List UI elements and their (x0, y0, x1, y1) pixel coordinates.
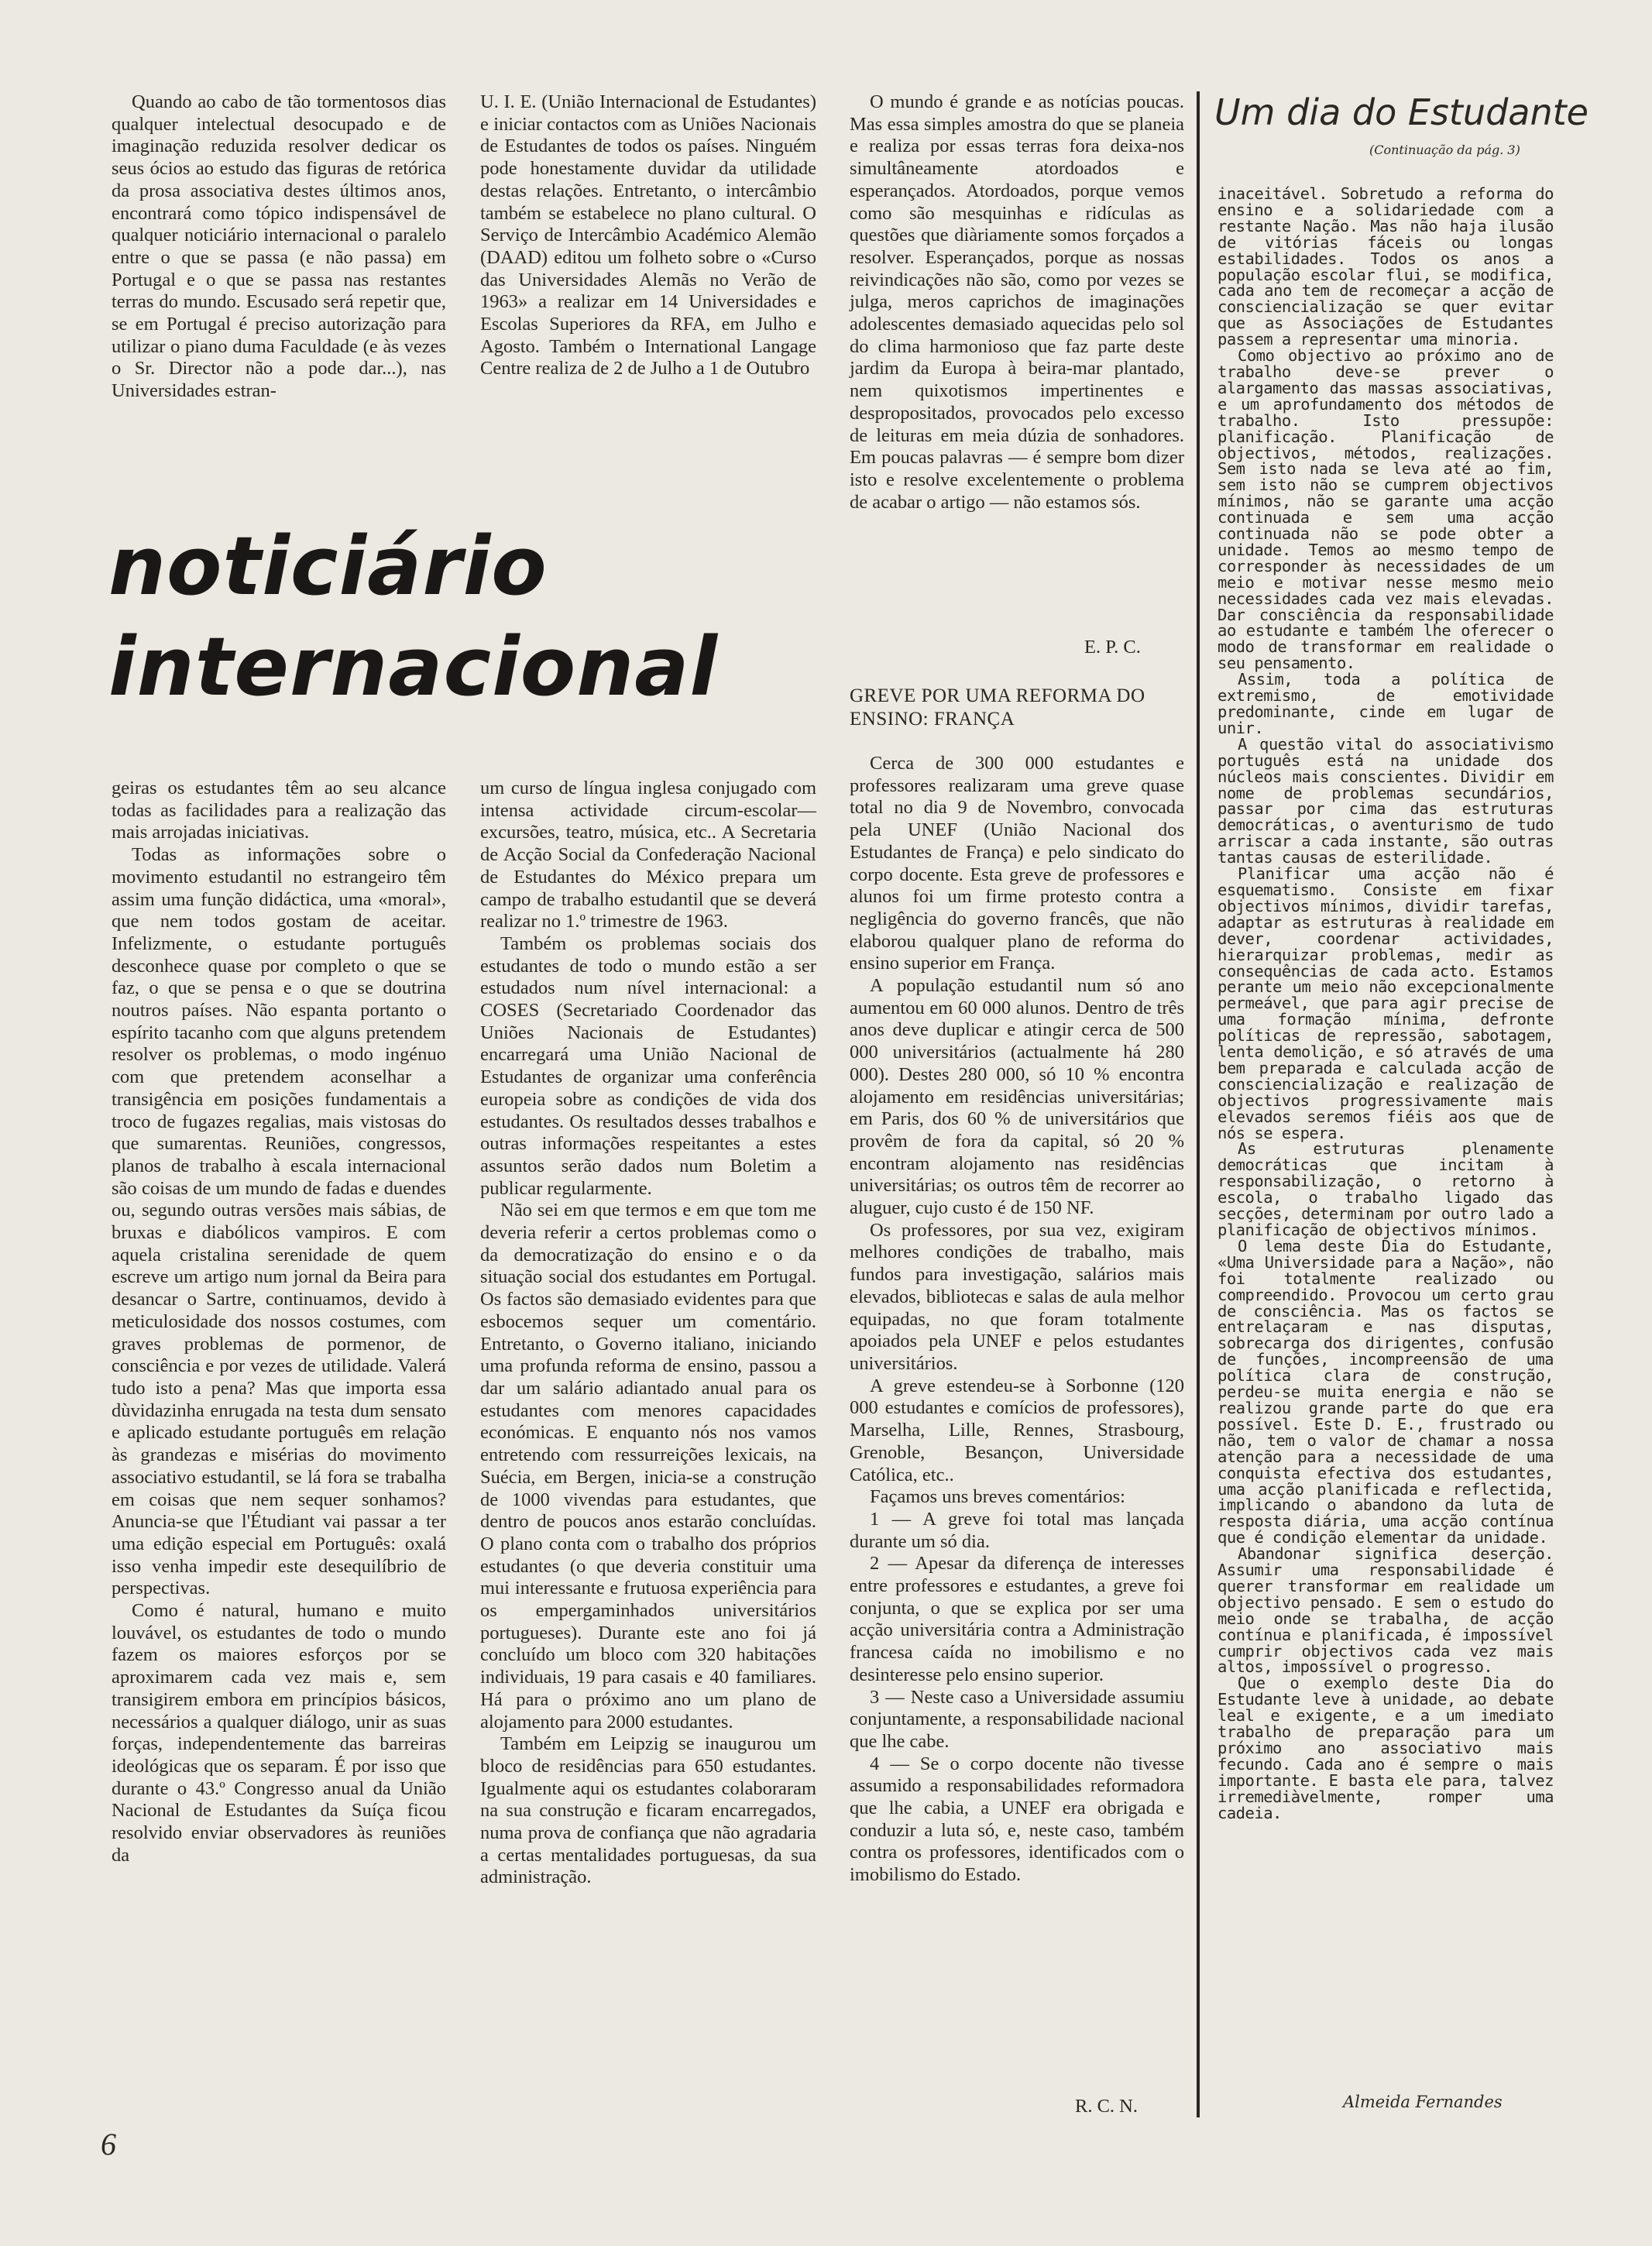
paragraph: A questão vital do associativismo português está na unidade dos núcleos mais conscientes. Dividir em nome de problemas secundários, passar por cima das estruturas democráticas, o aventurismo de tudo arriscar a cada instante, são outras tantas causas de esterilidade. (1218, 734, 1554, 867)
paragraph: Assim, toda a política de extremismo, de emotividade predominante, cinde em lugar de unir. (1218, 670, 1554, 737)
continuation-note: (Continuação da pág. 3) (1369, 143, 1520, 157)
column4-title: Um dia do Estudante (1214, 91, 1588, 133)
paragraph: Planificar uma acção não é esquematismo. Consiste em fixar objectivos mínimos, dividir tarefas, adaptar as estruturas à realidade em dever, coordenar actividades, hierarquizar problemas, medir as consequências de cada acto. Estamos perante um meio não excepcionalmente permeável, que para agir precise de uma formação mínima, defronte políticas de repressão, sabotagem, lenta demolição, e só através de uma bem preparada e calculada acção de consciencialização e realização de objectivos progressivamente mais elevados seremos fiéis aos que de nós se espera. (1218, 864, 1554, 1142)
signature-epc: E. P. C. (1084, 637, 1141, 658)
paragraph: Todas as informações sobre o movimento estudantil no estrangeiro têm assim uma função didáctica, uma «moral», que nem todos gostam de aceitar. Infelizmente, o estudante português desconhece quase por completo o que se faz, o que se pensa e o que se doutrina noutros países. Não espanta portanto o espírito tacanho com que alguns pretendem resolver os problemas, o modo ingénuo com que pretendem aconselhar a transigência em posições fundamentais a troco de fugazes regalias, mais vistosas do que sumarentas. Reuniões, congressos, planos de trabalho à escala internacional são coisas de um mundo de fadas e duendes ou, segundo outras versões mais sábias, de bruxas e diabólicos vampiros. E com aquela cristalina serenidade de quem escreve um artigo num jornal da Beira para desancar o Sartre, continuamos, devido à meticulosidade dos nossos costumes, com graves problemas de pormenor, de consciência e por vezes de utilidade. Valerá tudo isto a pena? Mas que importa essa dùvidazinha enrugada na testa dum sensato e aplicado estudante português em relação às grandezas e misérias do movimento associativo estudantil, se lá fora se trabalha em coisas que nem sequer sonhamos? Anuncia-se que l'Étudiant vai passar a ter uma edição especial em Português: oxalá isso venha impedir este desequilíbrio de perspectivas. (112, 844, 446, 1599)
paragraph: inaceitável. Sobretudo a reforma do ensino e a solidariedade com a restante Nação. Mas não haja ilusão de vitórias fáceis ou longas estabilidades. Todos os anos a população escolar flui, se modifica, cada ano tem de recomeçar a acção de consciencialização se quer evitar que as Associações de Estudantes passem a representar uma minoria. (1218, 184, 1554, 349)
paragraph: geiras os estudantes têm ao seu alcance todas as facilidades para a realização das mais arrojadas iniciativas. (112, 778, 446, 843)
col3-greve (850, 753, 1184, 1887)
paragraph: A população estudantil num só ano aumentou em 60 000 alunos. Dentro de três anos deve duplicar e atingir cerca de 500 000 universitários (actualmente há 280 000). Destes 280 000, só 10 % encontra alojamento em residências universitárias; em Paris, dos 60 % de universitários que provêm de fora da capital, só 20 % encontram alojamento nas residências universitárias; os outros têm de recorrer ao aluguer, cujo custo é de 150 NF. (850, 975, 1184, 1219)
page-number: 6 (101, 2127, 116, 2162)
paragraph: A greve estendeu-se à Sorbonne (120 000 estudantes e comícios de professores), Marselha, Lille, Rennes, Strasbourg, Grenoble, Besançon, Universidade Católica, etc.. (850, 1375, 1184, 1485)
paragraph: Não sei em que termos e em que tom me deveria referir a certos problemas como o da democratização do ensino e o da situação social dos estudantes em Portugal. Os factos são demasiado evidentes para que esbocemos sequer um comentário. Entretanto, o Governo italiano, iniciando uma profunda reforma de ensino, passou a dar um salário adiantado anual para os estudantes com menores capacidades económicas. E enquanto nós nos vamos entretendo com ressurreições lexicais, na Suécia, em Bergen, inicia-se a construção de 1000 vivendas para estudantes, que dentro de poucos anos estarão concluídas. O plano conta com o trabalho dos próprios estudantes (o que deveria constituir uma mui interessante e frutuosa experiência para os empergaminhados universitários portugueses). Durante este ano foi já concluído um bloco com 320 habitações individuais, 19 para casais e 40 familiares. Há para o próximo ano um plano de alojamento para 2000 estudantes. (480, 1200, 816, 1733)
section-title-line2: internacional (108, 620, 719, 714)
paragraph: Como objectivo ao próximo ano de trabalho deve-se prever o alargamento das massas associativas, e um aprofundamento dos métodos de trabalho. Isto pressupõe: planificação. Planificação de objectivos, métodos, realizações. Sem isto nada se leva até ao fim, sem isto não se cumprem objectivos mínimos, não se garante uma acção continuada e sem uma acção continuada não se pode obter a unidade. Temos ao mesmo tempo de corresponder às necessidades de um meio e motivar nesse mesmo meio necessidades cada vez mais elevadas. Dar consciência da responsabilidade ao estudante e também lhe oferecer o modo de transformar em realidade o seu pensamento. (1218, 346, 1554, 673)
paragraph: Os professores, por sua vez, exigiram melhores condições de trabalho, mais fundos para investigação, salários mais elevados, bibliotecas e salas de aula melhor equipadas, no que foram totalmente apoiados pela UNEF e pelos estudantes universitários. (850, 1219, 1184, 1374)
paragraph: 3 — Neste caso a Universidade assumiu conjuntamente, a responsabilidade nacional que lhe cabe. (850, 1686, 1184, 1752)
paragraph: O lema deste Dia do Estudante, «Uma Universidade para a Nação», não foi totalmente realizado ou compreendido. Provocou um certo grau de consciência. Mas os factos se entrelaçaram e nas disputas, sobrecarga dos dirigentes, confusão de funções, incompreensão de uma política clara de construção, perdeu-se muita energia e não se realizou grande parte do que era possível. Este D. E., frustrado ou não, tem o valor de chamar a nossa atenção para a necessidade de uma conquista efectiva dos estudantes, uma acção planificada e reflectida, implicando o abandono da luta de resposta diária, uma acção contínua que é condição elementar da unidade. (1218, 1236, 1554, 1547)
paragraph: Também os problemas sociais dos estudantes de todo o mundo estão a ser estudados num nível internacional: a COSES (Secretariado Coordenador das Uniões Nacionais de Estudantes) encarregará uma União Nacional de Estudantes de organizar uma conferência europeia sobre as condições de vida dos estudantes. Os resultados desses trabalhos e outras informações respeitantes a estes assuntos serão dados num Boletim a publicar regularmente. (480, 932, 816, 1199)
paragraph: 1 — A greve foi total mas lançada durante um só dia. (850, 1508, 1184, 1552)
col4-body (1218, 186, 1554, 1822)
column-divider (1197, 91, 1200, 2117)
signature-rcn: R. C. N. (1075, 2096, 1139, 2117)
paragraph: Também em Leipzig se inaugurou um bloco de residências para 650 estudantes. Igualmente aqui os estudantes colaboraram na sua construção e ficaram encarregados, numa prova de confiança que não agradaria a certas mentalidades portuguesas, da sua administração. (480, 1733, 816, 1888)
paragraph: um curso de língua inglesa conjugado com intensa actividade circum-escolar—excursões, teatro, música, etc.. A Secretaria de Acção Social da Confederação Nacional de Estudantes do México prepara um campo de trabalho estudantil que se deverá realizar no 1.º trimestre de 1963. (480, 778, 816, 932)
paragraph: Abandonar significa deserção. Assumir uma responsabilidade é querer transformar em realidade um objectivo pensado. E sem o estudo do meio onde se trabalha, de acção contínua e planificada, é impossível cumprir objectivos cada vez mais altos, impossível o progresso. (1218, 1544, 1554, 1677)
paragraph: 2 — Apesar da diferença de interesses entre professores e estudantes, a greve foi conjunta, o que se explica por ser uma acção universitária contra a Administração francesa caída no imobilismo e no desinteresse pelo ensino superior. (850, 1553, 1184, 1685)
paragraph: Como é natural, humano e muito louvável, os estudantes de todo o mundo fazem os maiores esforços por se aproximarem cada vez mais e, sem transigirem embora em princípios básicos, necessários a qualquer diálogo, unir as suas forças, independentemente das barreiras ideológicas que os separam. É por isso que durante o 43.º Congresso anual da União Nacional de Estudantes da Suíça ficou resolvido enviar observadores às reuniões da (112, 1600, 446, 1866)
greve-heading: GREVE POR UMA REFORMA DO ENSINO: FRANÇA (850, 685, 1145, 730)
paragraph: Que o exemplo deste Dia do Estudante leve à unidade, ao debate leal e exigente, e a um imediato trabalho de preparação para um próximo ano associativo mais fecundo. Cada ano é sempre o mais importante. E basta ele para, talvez irremediàvelmente, romper uma cadeia. (1218, 1674, 1554, 1822)
col2-bottom (480, 778, 816, 1889)
section-title-line1: noticiário (108, 519, 548, 613)
author-signature: Almeida Fernandes (1343, 2093, 1503, 2111)
col1-top (112, 91, 446, 403)
paragraph: As estruturas plenamente democráticas que incitam à responsabilização, o retorno à escola, o trabalho ligado das secções, determinam por outro lado a planificação de objectivos mínimos. (1218, 1139, 1554, 1239)
paragraph: Façamos uns breves comentários: (870, 1486, 1125, 1508)
paragraph: Quando ao cabo de tão tormentosos dias qualquer intelectual desocupado e de imaginação reduzida resolver dedicar os seus ócios ao estudo das figuras de retórica da prosa associativa destes últimos anos, encontrará como tópico indispensável de qualquer noticiário internacional o paralelo entre o que se passa (e não passa) em Portugal e o que se passa nas restantes terras do mundo. Escusado será repetir que, se em Portugal é preciso autorização para utilizar o piano duma Faculdade (e às vezes o Sr. Director não a pode dar...), nas Universidades estran- (112, 91, 446, 402)
col3-top (850, 91, 1184, 513)
col1-bottom (112, 778, 446, 1867)
col2-top (480, 91, 816, 380)
paragraph: Cerca de 300 000 estudantes e professores realizaram uma greve quase total no dia 9 de Novembro, convocada pela UNEF (União Nacional dos Estudantes de França) e pelo sindicato do corpo docente. Esta greve de professores e alunos foi um firme protesto contra a negligência do governo francês, que não elaborou qualquer plano de reforma do ensino superior em França. (850, 753, 1184, 974)
paragraph: O mundo é grande e as notícias poucas. Mas essa simples amostra do que se planeia e realiza por essas terras fora deixa-nos simultâneamente atordoados e esperançados. Atordoados, porque vemos como são mesquinhas e ridículas as questões que diàriamente somos forçados a resolver. Esperançados, porque as nossas reivindicações não são, como por vezes se julga, meros caprichos de imaginações adolescentes demasiado aquecidas pelo sol do clima harmonioso que faz parte deste jardim da Europa à beira-mar plantado, nem quixotismos impertinentes e despropositados, provocados pelo excesso de leituras em meia dúzia de sonhadores. Em poucas palavras — é sempre bom dizer isto e resolve excelentemente o problema de acabar o artigo — não estamos sós. (850, 91, 1184, 513)
paragraph: U. I. E. (União Internacional de Estudantes) e iniciar contactos com as Uniões Nacionais de Estudantes de todos os países. Ninguém pode honestamente duvidar da utilidade destas relações. Entretanto, o intercâmbio também se estabelece no plano cultural. O Serviço de Intercâmbio Académico Alemão (DAAD) editou um folheto sobre o «Curso das Universidades Alemãs no Verão de 1963» a realizar em 14 Universidades e Escolas Superiores da RFA, em Julho e Agosto. Também o International Langage Centre realiza de 2 de Julho a 1 de Outubro (480, 91, 816, 379)
paragraph: 4 — Se o corpo docente não tivesse assumido a responsabilidades reformadora que lhe cabia, a UNEF era obrigada e conduzir a luta só, e, neste caso, também contra os professores, identificados com o imobilismo do Estado. (850, 1753, 1184, 1886)
